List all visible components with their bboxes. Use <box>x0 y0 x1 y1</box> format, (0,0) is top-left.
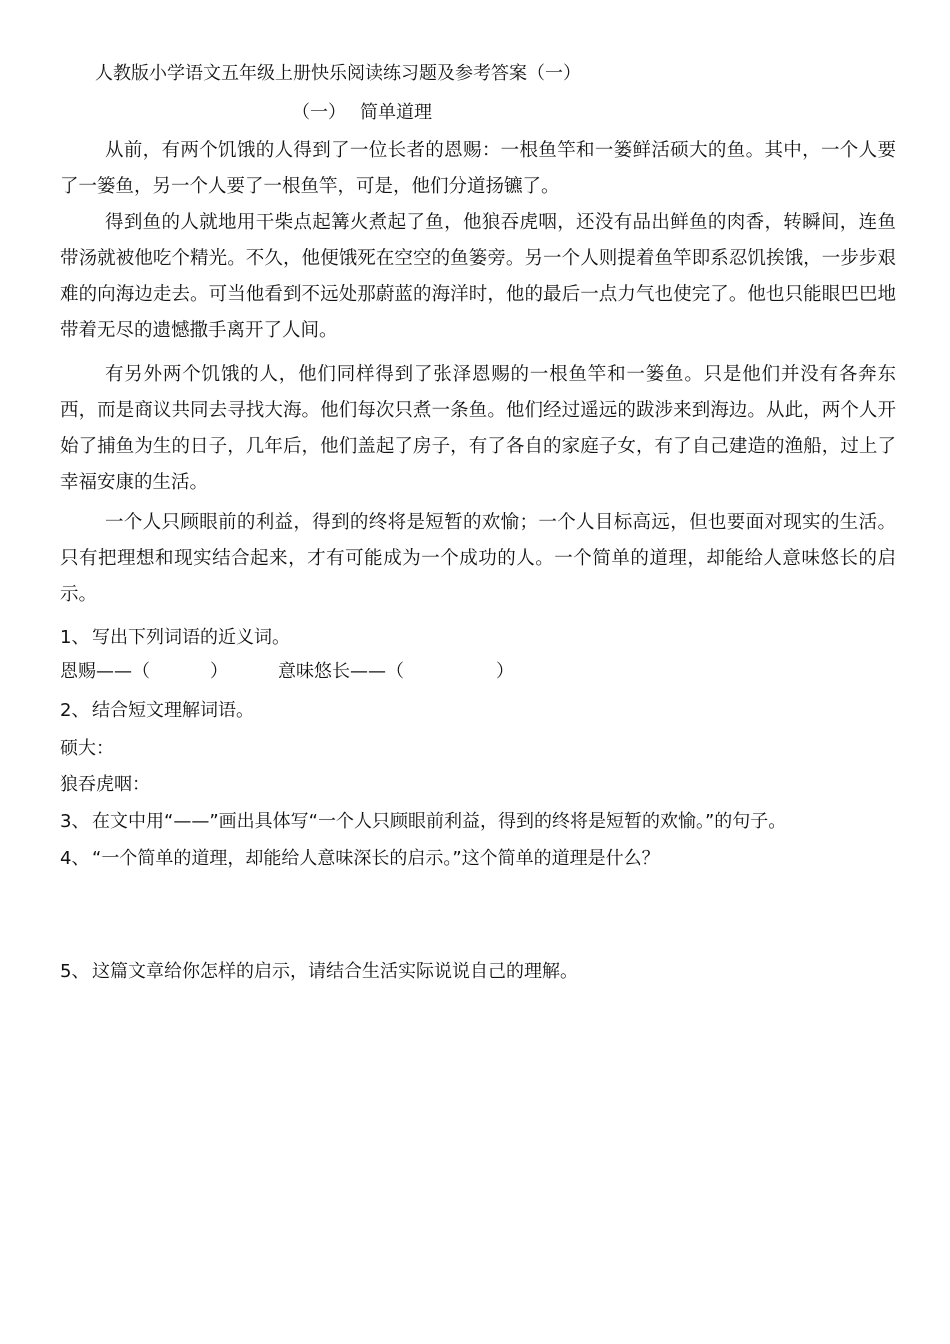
question-text: 这篇文章给你怎样的启示，请结合生活实际说说自己的理解。 <box>92 961 578 982</box>
section-title: 简单道理 <box>360 102 432 123</box>
blank-close-1: ） <box>210 661 228 682</box>
question-text: 在文中用“——”画出具体写“一个人只顾眼前利益，得到的终将是短暂的欢愉。”的句子。 <box>92 811 787 832</box>
paragraph-1: 从前，有两个饥饿的人得到了一位长者的恩赐：一根鱼竿和一篓鲜活硕大的鱼。其中，一个人要了一篓鱼，另一个人要了一根鱼竿，可是，他们分道扬镳了。 <box>60 140 896 197</box>
term-shuoda: 硕大： <box>60 738 114 759</box>
question-text: 写出下列词语的近义词。 <box>92 627 290 648</box>
question-3 <box>60 810 786 834</box>
question-number: 2、 <box>60 700 90 721</box>
synonym-prompt-2: 意味悠长——（ <box>278 661 404 682</box>
question-2 <box>60 699 254 723</box>
question-number: 3、 <box>60 811 90 832</box>
question-number: 1、 <box>60 627 90 648</box>
paragraph-4: 一个人只顾眼前的利益，得到的终将是短暂的欢愉；一个人目标高远，但也要面对现实的生活。只有把理想和现实结合起来，才有可能成为一个成功的人。一个简单的道理，却能给人意味悠长的启示。 <box>60 512 896 605</box>
document-title: 人教版小学语文五年级上册快乐阅读练习题及参考答案（一） <box>95 63 581 84</box>
question-text: “一个简单的道理，却能给人意味深长的启示。”这个简单的道理是什么？ <box>92 848 660 869</box>
question-text: 结合短文理解词语。 <box>92 700 254 721</box>
paragraph-2: 得到鱼的人就地用干柴点起篝火煮起了鱼，他狼吞虎咽，还没有品出鲜鱼的肉香，转瞬间，连鱼带汤就被他吃个精光。不久，他便饿死在空空的鱼篓旁。另一个人则提着鱼竿即系忍饥挨饿，一步步艰难的向海边走去。可当他看到不远处那蔚蓝的海洋时，他的最后一点力气也使完了。他也只能眼巴巴地带着无尽的遗憾撒手离开了人间。 <box>60 212 896 341</box>
question-number: 5、 <box>60 961 90 982</box>
question-4 <box>60 847 660 871</box>
question-5 <box>60 960 578 984</box>
question-1 <box>60 626 290 650</box>
paragraph-3: 有另外两个饥饿的人，他们同样得到了张泽恩赐的一根鱼竿和一篓鱼。只是他们并没有各奔东西，而是商议共同去寻找大海。他们每次只煮一条鱼。他们经过遥远的跋涉来到海边。从此，两个人开始了捕鱼为生的日子，几年后，他们盖起了房子，有了各自的家庭子女，有了自己建造的渔船，过上了幸福安康的生活。 <box>60 364 896 493</box>
section-heading <box>292 101 432 125</box>
question-number: 4、 <box>60 848 90 869</box>
section-number: （一） <box>292 102 346 123</box>
blank-close-2: ） <box>496 661 514 682</box>
synonym-prompt-1: 恩赐——（ <box>60 661 150 682</box>
term-langtunhuyan: 狼吞虎咽： <box>60 774 150 795</box>
question-1-answers <box>60 660 514 684</box>
